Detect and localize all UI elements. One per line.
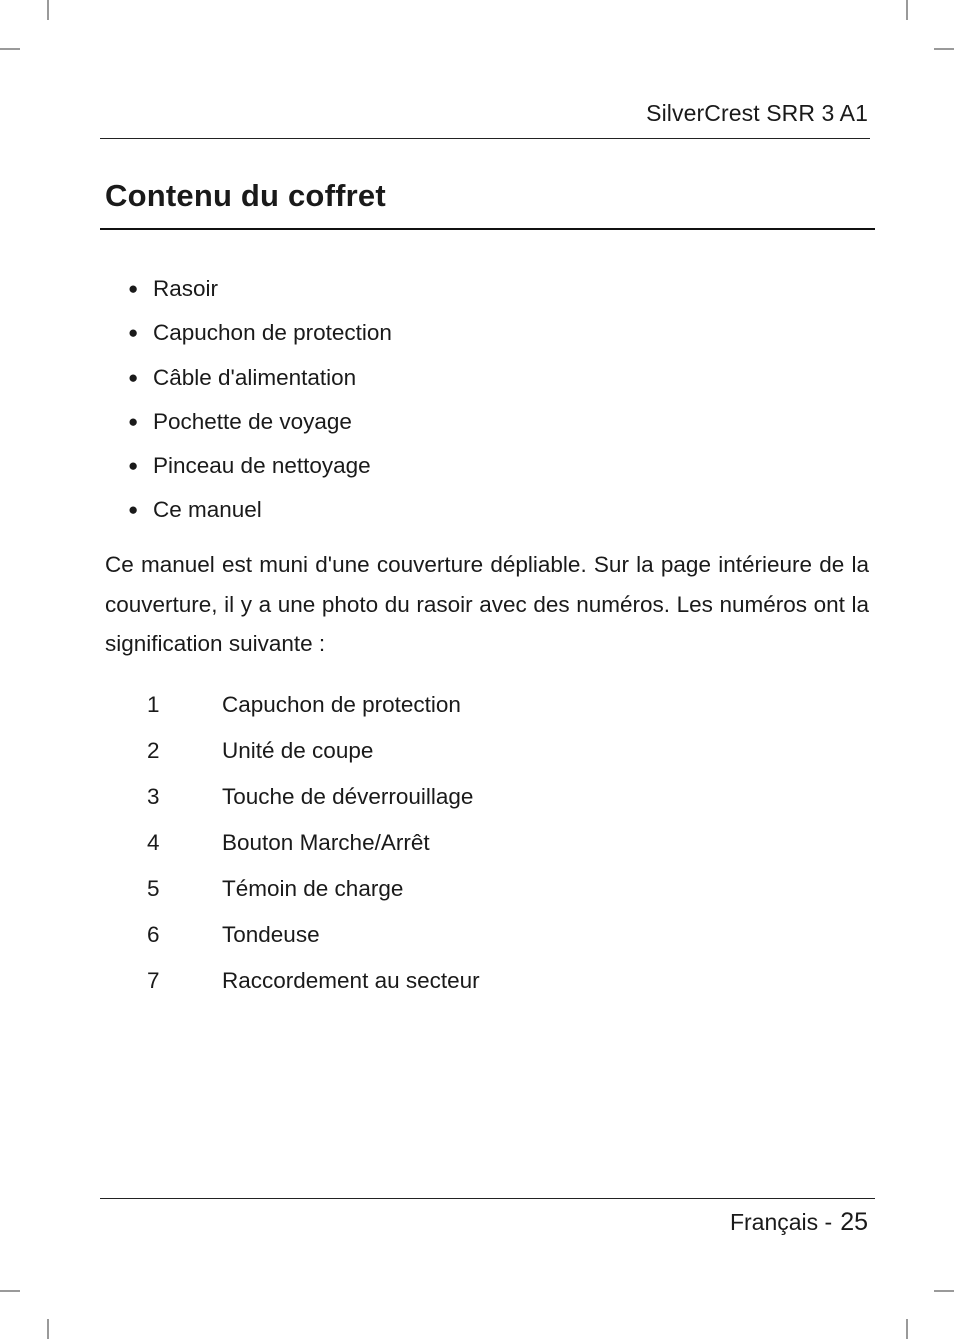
legend-row	[147, 826, 480, 872]
list-item	[128, 362, 392, 406]
part-number: 2	[147, 738, 160, 763]
part-label: Témoin de charge	[222, 876, 404, 901]
list-item-label: Ce manuel	[153, 497, 262, 523]
crop-mark	[0, 1290, 20, 1292]
list-item-label: Capuchon de protection	[153, 320, 392, 346]
page-number: 25	[840, 1208, 868, 1236]
bullet-icon: ●	[128, 279, 139, 298]
header-divider	[100, 138, 870, 139]
list-item-label: Rasoir	[153, 276, 219, 301]
crop-mark	[0, 48, 20, 50]
crop-mark	[934, 1290, 954, 1292]
bullet-icon: ●	[128, 456, 139, 476]
legend-row	[147, 780, 480, 826]
section-title: Contenu du coffret	[105, 178, 386, 213]
page-footer	[730, 1208, 868, 1237]
title-divider	[100, 228, 875, 230]
part-label: Raccordement au secteur	[222, 968, 480, 993]
legend-row	[147, 872, 480, 918]
list-item	[128, 317, 392, 361]
crop-mark	[934, 48, 954, 50]
bullet-icon: ●	[128, 367, 139, 387]
crop-mark	[906, 0, 908, 20]
legend-row	[147, 964, 480, 1010]
bullet-icon: ●	[128, 323, 139, 343]
bullet-icon: ●	[128, 411, 139, 431]
part-number: 5	[147, 876, 160, 901]
footer-language: Français -	[729, 1209, 833, 1235]
legend-row	[147, 734, 480, 780]
crop-mark	[47, 1319, 49, 1339]
list-item	[128, 406, 392, 450]
crop-mark	[906, 1319, 908, 1339]
footer-divider	[100, 1198, 875, 1199]
list-item-label: Pochette de voyage	[153, 408, 352, 434]
running-header: SilverCrest SRR 3 A1	[646, 100, 868, 126]
part-label: Unité de coupe	[222, 738, 374, 763]
part-number: 7	[147, 968, 160, 993]
part-label: Bouton Marche/Arrêt	[222, 830, 430, 855]
part-number: 3	[147, 784, 160, 809]
part-label: Capuchon de protection	[222, 692, 461, 717]
legend-row	[147, 918, 480, 964]
part-number: 6	[147, 922, 160, 947]
list-item	[128, 494, 392, 538]
bullet-icon: ●	[128, 500, 139, 520]
parts-legend	[147, 688, 480, 1010]
legend-row	[147, 688, 480, 734]
part-number: 1	[147, 692, 160, 717]
list-item-label: Pinceau de nettoyage	[153, 453, 371, 479]
contents-list	[128, 273, 392, 539]
list-item	[128, 273, 392, 317]
list-item-label: Câble d'alimentation	[153, 364, 357, 390]
crop-mark	[47, 0, 49, 20]
part-label: Touche de déverrouillage	[222, 784, 474, 809]
list-item	[128, 450, 392, 494]
part-label: Tondeuse	[222, 922, 320, 947]
intro-paragraph: Ce manuel est muni d'une couverture dépliable. Sur la page intérieure de la couverture, il y a une photo du rasoir avec des numéros. Les numéros ont la signification suivante :	[105, 552, 869, 656]
part-number: 4	[147, 830, 160, 855]
